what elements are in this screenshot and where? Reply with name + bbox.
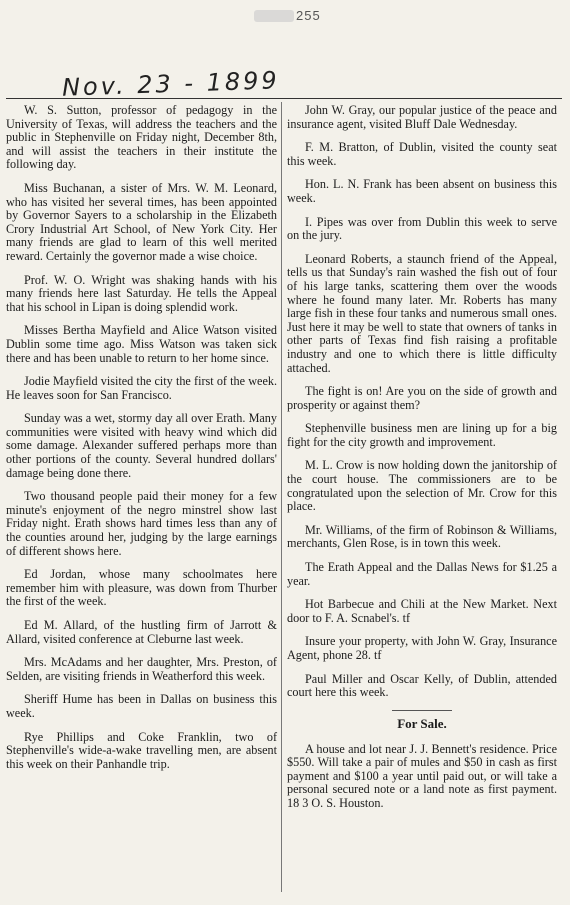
news-item: Hon. L. N. Frank has been absent on business this week. (287, 177, 557, 205)
news-item: Stephenville business men are lining up for a big fight for the city growth and improvement. (287, 421, 557, 449)
news-item: Ed Jordan, whose many schoolmates here remember him with pleasure, was down from Thurber the first of the week. (6, 567, 277, 609)
news-item: Paul Miller and Oscar Kelly, of Dublin, attended court here this week. (287, 671, 557, 700)
news-item: Rye Phillips and Coke Franklin, two of Stephenville's wide-a-wake travelling men, are absent this week on their Panhandle trip. (6, 729, 277, 771)
news-item: Sunday was a wet, stormy day all over Erath. Many communities were visited with heavy wind which did some damage. Alexander suffered perhaps more than other portions of the county. Several hundred dollars' damage being done there. (6, 411, 277, 480)
news-item: The Erath Appeal and the Dallas News for $1.25 a year. (287, 560, 557, 588)
news-item: Prof. W. O. Wright was shaking hands with his many friends here last Saturday. He tells the Appeal that his school in Lipan is doing splendid work. (6, 272, 277, 314)
news-item: Hot Barbecue and Chili at the New Market. Next door to F. A. Scnabel's. tf (287, 597, 557, 625)
right-column (287, 104, 557, 823)
news-item: Insure your property, with John W. Gray, Insurance Agent, phone 28. tf (287, 634, 557, 662)
left-column (6, 104, 277, 781)
top-rule (6, 98, 562, 99)
news-item: Ed M. Allard, of the hustling firm of Jarrott & Allard, visited conference at Cleburne last week. (6, 618, 277, 646)
archive-stamp (254, 10, 294, 22)
news-item: Two thousand people paid their money for a few minute's enjoyment of the negro minstrel show last Friday night. Erath shows hard times less than any of the counties around her, judging by the large earnings of different shows here. (6, 489, 277, 558)
news-item: Sheriff Hume has been in Dallas on business this week. (6, 692, 277, 720)
news-item: Misses Bertha Mayfield and Alice Watson visited Dublin some time ago. Miss Watson was taken sick there and has been unable to return to her home since. (6, 323, 277, 365)
news-item: I. Pipes was over from Dublin this week to serve on the jury. (287, 214, 557, 243)
news-item: Miss Buchanan, a sister of Mrs. W. M. Leonard, who has visited her several times, has been appointed by Governor Sayers to a scholarship in the Elizabeth Crory Industrial Art School, of New York City. Her many friends are glad to learn of this well merited reward. Certainly the governor made a wise choice. (6, 180, 277, 263)
for-sale-body: A house and lot near J. J. Bennett's residence. Price $550. Will take a pair of mules and $50 in cash as first payment and $100 a year until paid out, or will take a personal secured note or a land note as first payment. 18 3 O. S. Houston. (287, 741, 557, 810)
handwritten-date: Nov. 23 - 1899 (61, 66, 281, 102)
news-item: Mrs. McAdams and her daughter, Mrs. Preston, of Selden, are visiting friends in Weatherford this week. (6, 655, 277, 683)
page-number: 255 (296, 8, 321, 23)
news-item: M. L. Crow is now holding down the janitorship of the court house. The commissioners are to be congratulated upon the selection of Mr. Crow for this place. (287, 458, 557, 514)
news-item: John W. Gray, our popular justice of the peace and insurance agent, visited Bluff Dale Wednesday. (287, 103, 557, 131)
news-item: F. M. Bratton, of Dublin, visited the county seat this week. (287, 140, 557, 168)
news-item: Mr. Williams, of the firm of Robinson & Williams, merchants, Glen Rose, is in town this week. (287, 522, 557, 551)
column-divider (281, 102, 282, 892)
news-item: W. S. Sutton, professor of pedagogy in the University of Texas, will address the teachers and the public in Stephenville on Friday night, December 8th, and will assist the teachers in their institute the following day. (6, 103, 277, 172)
for-sale-title: For Sale. (397, 715, 447, 731)
for-sale-rule (392, 710, 452, 711)
news-item: Leonard Roberts, a staunch friend of the Appeal, tells us that Sunday's rain washed the fish out of four of his large tanks, scattering them over the woods where he found many later. Mr. Roberts has many large fish in these four tanks and numerous small ones. Just here it may be well to state that owners of tanks in other parts of Texas find fish raising a profitable industry and one to which there is little difficulty attached. (287, 251, 557, 375)
news-item: Jodie Mayfield visited the city the first of the week. He leaves soon for San Francisco. (6, 374, 277, 402)
news-item: The fight is on! Are you on the side of growth and prosperity or against them? (287, 384, 557, 412)
